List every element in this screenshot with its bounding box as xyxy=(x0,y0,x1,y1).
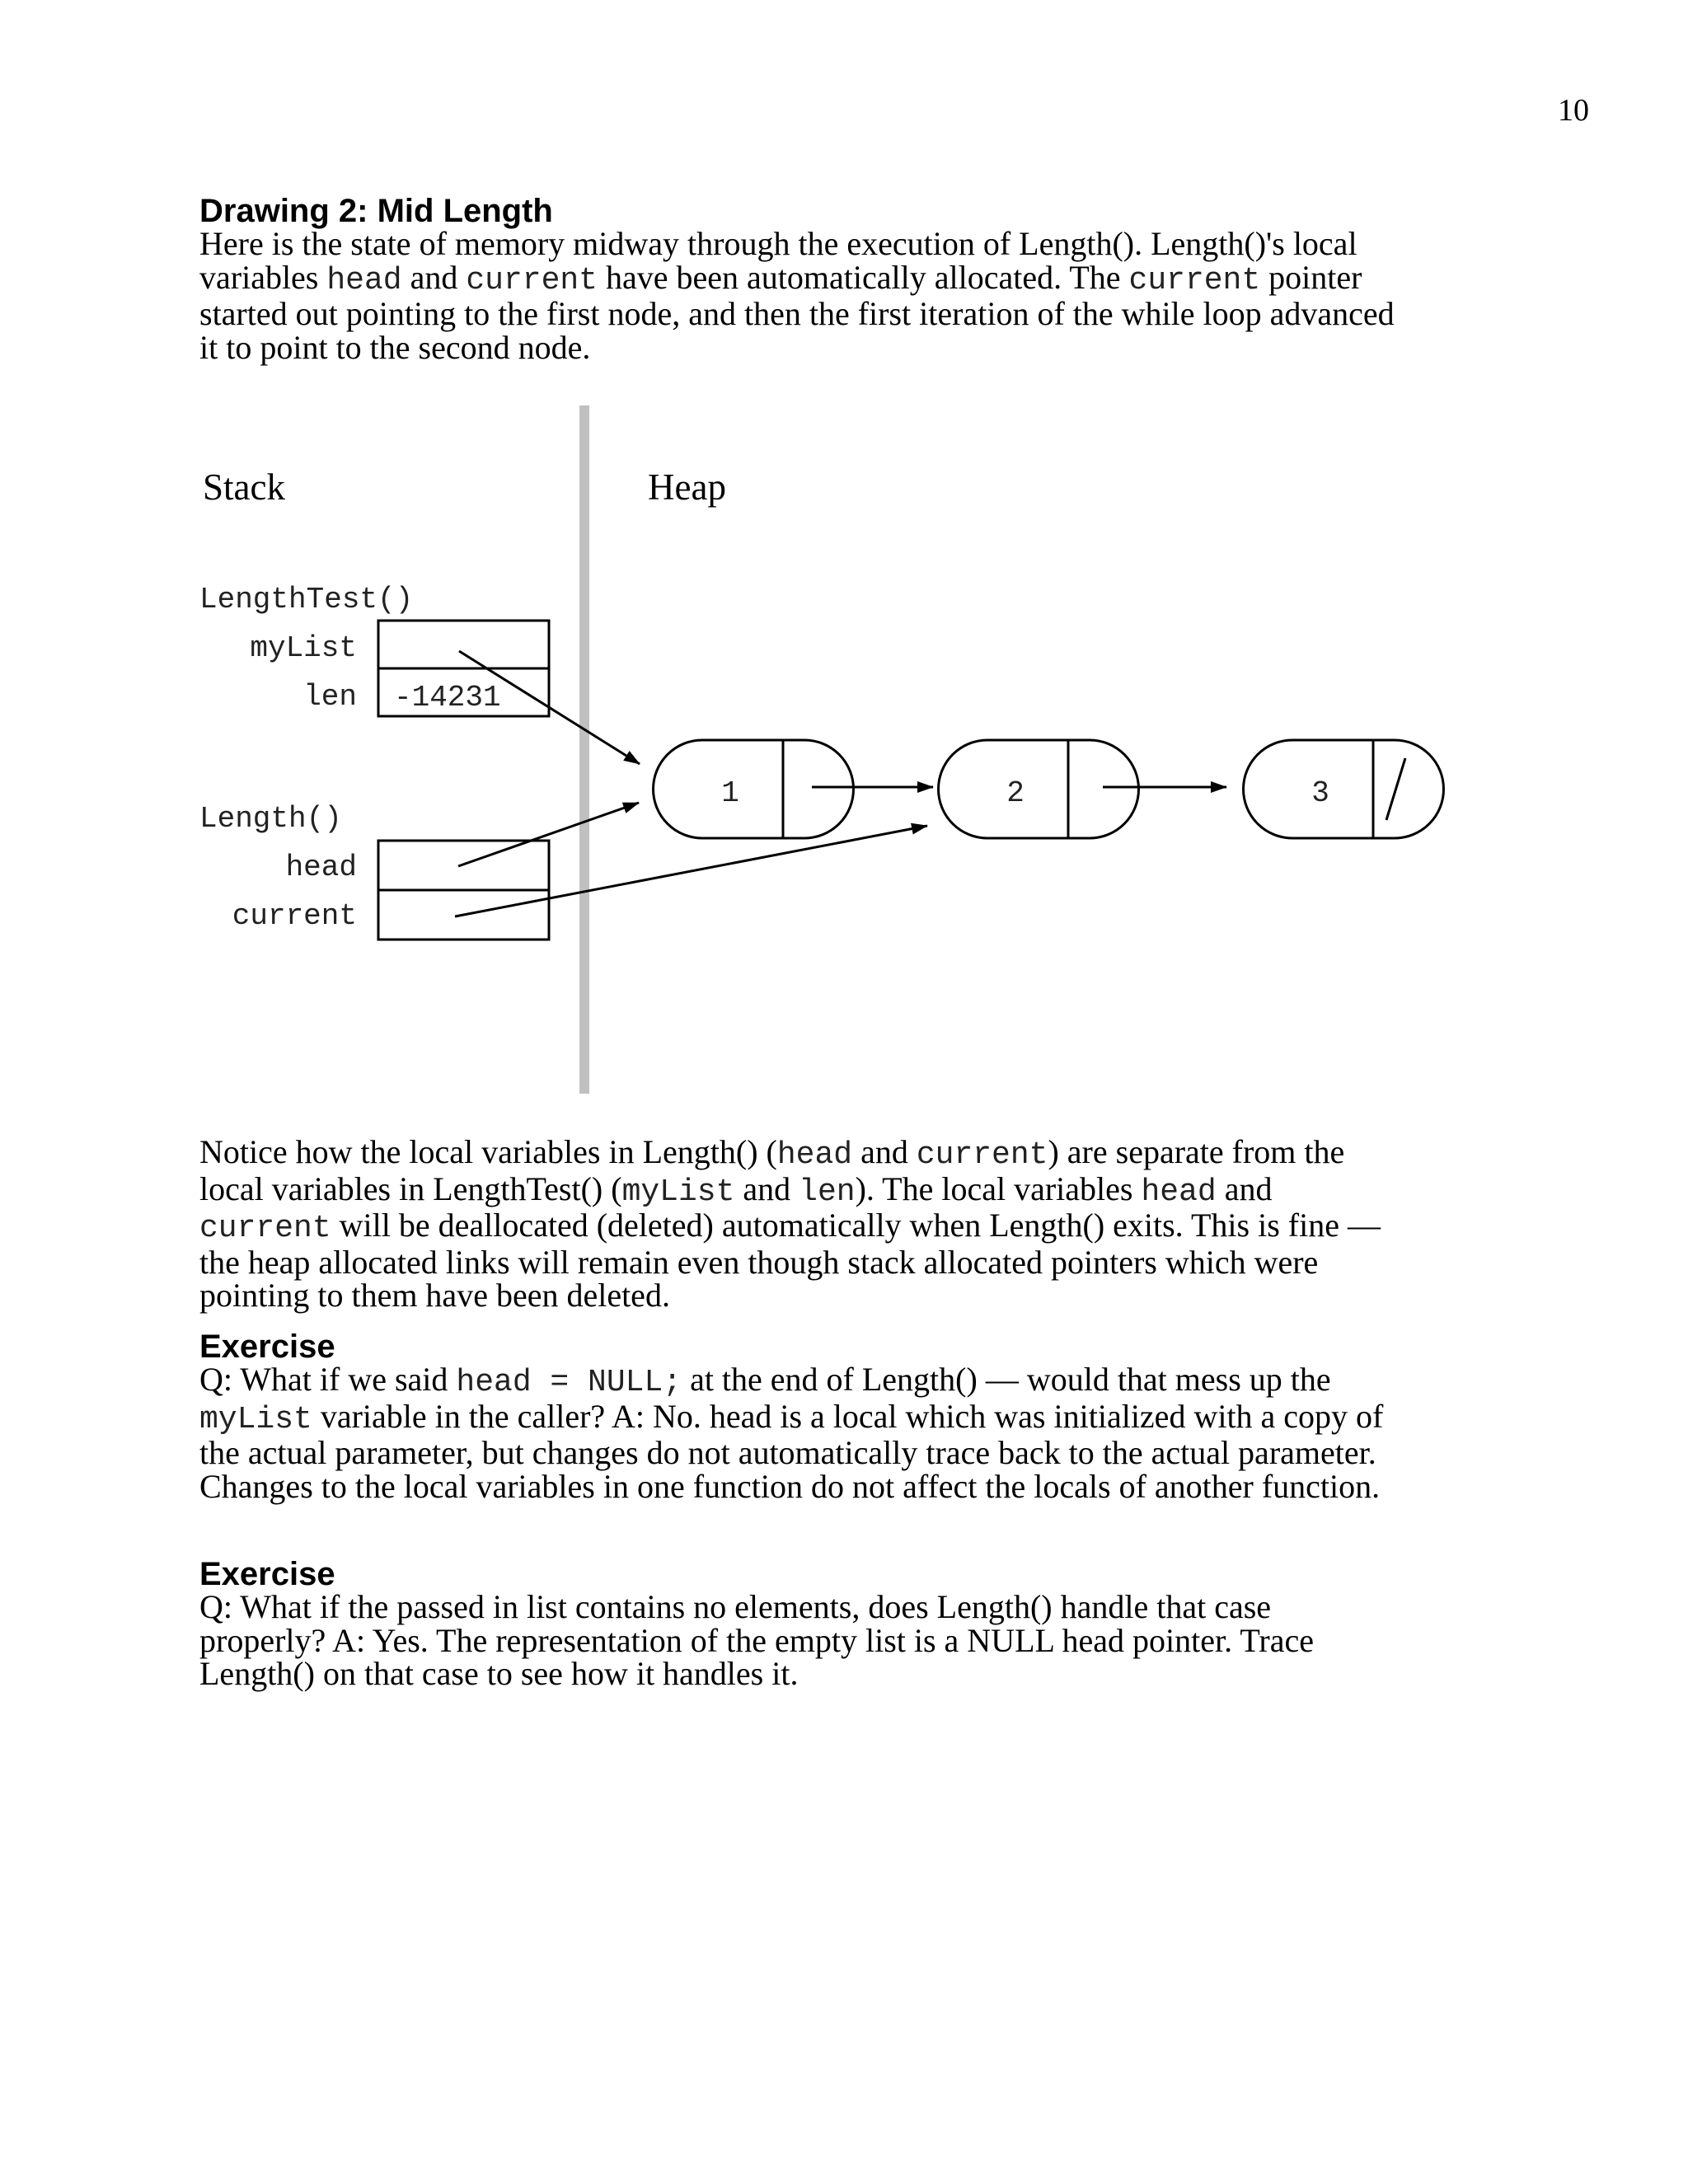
stack-label: Stack xyxy=(203,466,285,508)
list-node-3 xyxy=(1244,740,1444,838)
exercise-2-paragraph: Q: What if the passed in list contains no elements, does Length() handle that case properly? A: Yes. The representation of the empty list is a NULL head pointer. Trace Length() on that case to see how it handles it. xyxy=(199,1588,1314,1692)
exercise-2-heading: Exercise xyxy=(199,1556,335,1592)
stack-heap-divider xyxy=(579,405,589,1094)
len-value: -14231 xyxy=(394,681,501,715)
section-heading-drawing-2: Drawing 2: Mid Length xyxy=(199,193,553,229)
list-node-2 xyxy=(939,740,1139,838)
var-current-label: current xyxy=(232,899,357,933)
intro-paragraph: Here is the state of memory midway through the execution of Length(). Length()'s local variables head and current have been automatically allocated. The current pointer started out pointing to the first node, and then the first iteration of the while loop advanced it to point to the second node. xyxy=(199,225,1395,366)
frame-lengthtest-label: LengthTest() xyxy=(199,583,414,616)
var-mylist-label: myList xyxy=(250,631,357,665)
node-3-value: 3 xyxy=(1311,776,1329,810)
null-pointer-slash xyxy=(1386,758,1405,820)
mylist-box xyxy=(378,621,549,668)
node-1-value: 1 xyxy=(721,776,739,810)
exercise-1-paragraph: Q: What if we said head = NULL; at the end of Length() — would that mess up the myList variable in the caller? A: No. head is a local which was initialized with a copy of the actual parameter, but changes do not automatically trace back to the actual parameter. Changes to the local variables in one function do not affect the locals of another function. xyxy=(199,1361,1384,1505)
var-head-label: head xyxy=(285,851,357,884)
notice-paragraph: Notice how the local variables in Length() (head and current) are separate from the local variables in LengthTest() (myList and len). The local variables head and current will be deallocated (deleted) automatically when Length() exits. This is fine — the heap allocated links will remain even though stack allocated pointers which were pointing to them have been deleted. xyxy=(199,1133,1381,1314)
list-node-1 xyxy=(654,740,854,838)
var-len-label: len xyxy=(303,680,357,714)
exercise-1-heading: Exercise xyxy=(199,1329,335,1365)
frame-length-label: Length() xyxy=(199,802,342,836)
node-2-value: 2 xyxy=(1006,776,1025,810)
heap-label: Heap xyxy=(648,466,726,508)
page-number: 10 xyxy=(1558,93,1589,128)
memory-diagram xyxy=(0,396,1688,1113)
